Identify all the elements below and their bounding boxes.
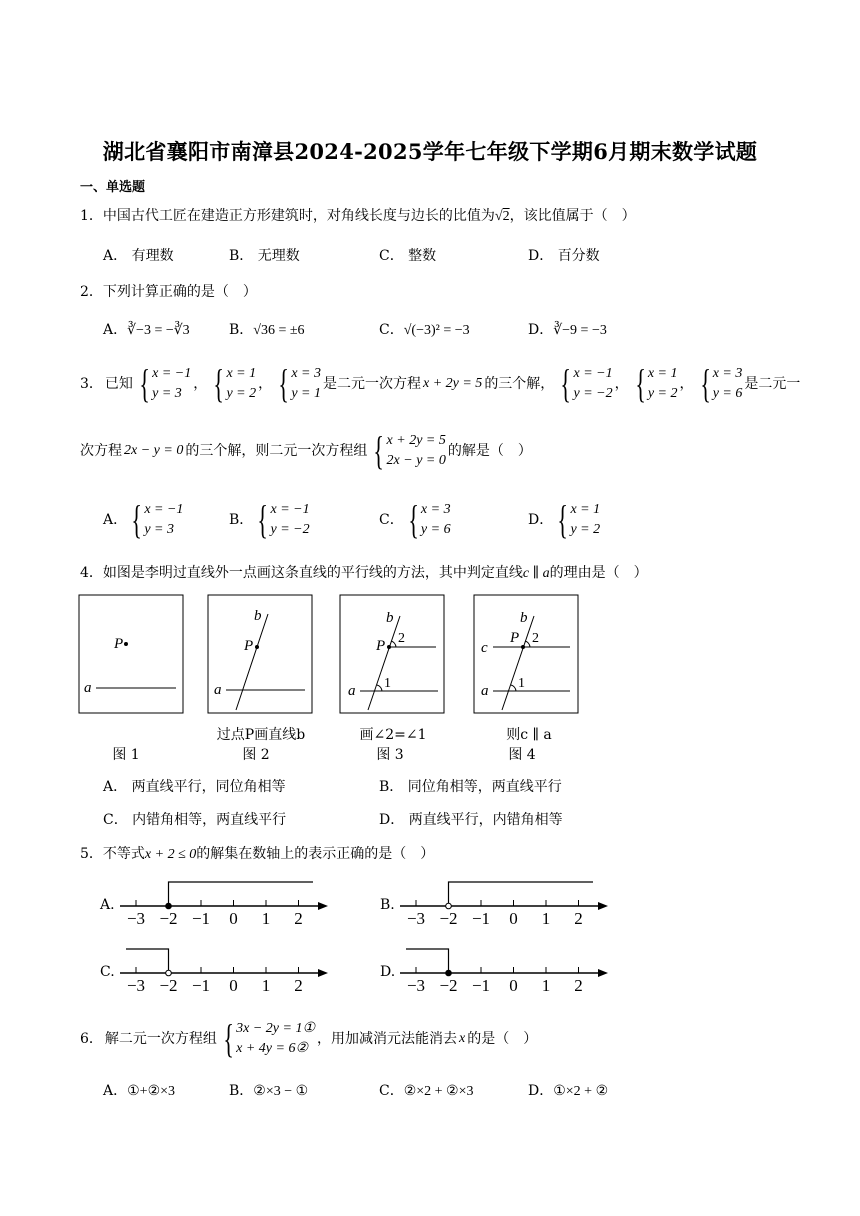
tick-label: 0 xyxy=(509,976,518,995)
option-d[interactable]: D． 百分数 xyxy=(528,248,600,264)
option-c[interactable]: C． 内错角相等，两直线平行 xyxy=(103,812,287,828)
option-b[interactable]: B． { x = −1 y = −2 xyxy=(229,497,310,542)
number-line-c[interactable] xyxy=(118,941,333,997)
label-a: a xyxy=(481,683,489,699)
tick-label: 2 xyxy=(294,976,303,995)
sqrt-expression: √2 xyxy=(494,209,510,224)
label-angle-2: 2 xyxy=(532,631,539,646)
option-a[interactable]: A． 两直线平行，同位角相等 xyxy=(103,779,286,795)
label-P: P xyxy=(376,638,386,654)
tick-label: 1 xyxy=(261,909,271,928)
tick-label: 1 xyxy=(541,909,551,928)
option-c[interactable]: C． 整数 xyxy=(379,248,437,264)
question-4: 4．如图是李明过直线外一点画这条直线的平行线的方法，其中判定直线c ∥ a的理由是（ ） xyxy=(80,565,648,581)
label-P: P xyxy=(244,638,254,654)
hollow-point xyxy=(166,970,172,976)
tick-label: −2 xyxy=(159,976,178,995)
axis-arrow xyxy=(318,969,328,977)
option-d[interactable]: D． { x = 1 y = 2 xyxy=(528,497,601,542)
figure-subcaption: 画∠2=∠1 xyxy=(359,727,427,743)
solution-ray xyxy=(169,882,314,906)
tick-label: −2 xyxy=(159,909,178,928)
angle-1-arc xyxy=(377,685,382,691)
label-P: P xyxy=(510,630,520,646)
tick-label: 0 xyxy=(229,909,238,928)
tick-label: −3 xyxy=(126,976,146,995)
figure-subcaption: 过点P画直线b xyxy=(216,727,306,743)
question-3: 3． 已知 { x = −1 y = 3 ， { x = 1 y = 2 ， { x = 3 y = 1 是二元一次方程 x + 2y = 5 的三个解， { x = −1 y = −2 ， { x = 1 y = 2 ， { x = 3 y = 6 是二元一 xyxy=(80,361,801,406)
tick-label: 0 xyxy=(229,976,238,995)
option-b[interactable]: B． 同位角相等，两直线平行 xyxy=(379,779,562,795)
question-text: 下列计算正确的是（ ） xyxy=(102,284,257,300)
tick-label: −3 xyxy=(406,909,426,928)
tick-label: −2 xyxy=(439,976,458,995)
tick-label: 2 xyxy=(574,909,583,928)
figure-3 xyxy=(340,595,444,713)
axis-arrow xyxy=(598,902,608,910)
label-c: c xyxy=(481,640,488,656)
axis-arrow xyxy=(598,969,608,977)
tick-label: −3 xyxy=(406,976,426,995)
question-3-line-2: 次方程 2x − y = 0 的三个解，则二元一次方程组 { x + 2y = 5 2x − y = 0 的解是（ ） xyxy=(80,428,532,473)
solution-system: { x = 1 y = 2 xyxy=(213,361,257,406)
solution-system: { x = −1 y = −2 xyxy=(560,361,613,406)
figure-caption: 图 3 xyxy=(376,747,404,763)
tick-label: 1 xyxy=(261,976,271,995)
option-c[interactable]: C．√(−3)² = −3 xyxy=(379,322,470,338)
axis-arrow xyxy=(318,902,328,910)
figure-caption: 图 4 xyxy=(508,747,536,763)
option-b[interactable]: B．√36 = ±6 xyxy=(229,322,305,338)
angle-2-arc xyxy=(391,641,396,647)
line-b xyxy=(236,614,268,710)
solution-system: { x = −1 y = 3 xyxy=(139,361,192,406)
figure-subcaption: 则c ∥ a xyxy=(506,727,552,743)
solution-ray xyxy=(126,949,169,973)
label-a: a xyxy=(84,680,92,696)
question-number: 1． xyxy=(80,208,103,224)
point-P xyxy=(124,642,128,646)
option-b-label[interactable]: B. xyxy=(380,897,395,913)
tick-label: −2 xyxy=(439,909,458,928)
tick-label: 1 xyxy=(541,976,551,995)
label-b: b xyxy=(520,610,528,626)
option-a[interactable]: A．①+②×3 xyxy=(103,1083,176,1099)
question-5: 5．不等式x + 2 ≤ 0的解集在数轴上的表示正确的是（ ） xyxy=(80,846,435,862)
option-b[interactable]: B．②×3 − ① xyxy=(229,1083,309,1099)
figure-caption: 图 2 xyxy=(242,747,270,763)
label-angle-1: 1 xyxy=(518,676,525,691)
tick-label: −1 xyxy=(471,976,491,995)
equation-system: { x + 2y = 5 2x − y = 0 xyxy=(373,428,446,473)
option-c[interactable]: C． { x = 3 y = 6 xyxy=(379,497,451,542)
solution-ray xyxy=(406,949,449,973)
number-line-d[interactable] xyxy=(398,941,613,997)
tick-label: −1 xyxy=(191,976,211,995)
option-d[interactable]: D． 两直线平行，内错角相等 xyxy=(379,812,563,828)
line-b xyxy=(368,616,400,710)
option-a[interactable]: A． 有理数 xyxy=(103,248,174,264)
question-1 xyxy=(80,207,636,226)
solution-system: { x = 3 y = 1 xyxy=(278,361,321,406)
option-a[interactable]: A． { x = −1 y = 3 xyxy=(103,497,184,542)
option-a[interactable]: A．∛−3 = −∛3 xyxy=(103,322,190,338)
option-d-label[interactable]: D. xyxy=(380,964,396,980)
option-c-label[interactable]: C. xyxy=(100,964,115,980)
tick-label: 0 xyxy=(509,909,518,928)
solid-point xyxy=(166,903,172,909)
label-a: a xyxy=(214,682,222,698)
question-text: 中国古代工匠在建造正方形建筑时，对角线长度与边长的比值为 xyxy=(102,208,495,224)
section-heading: 一、单选题 xyxy=(80,180,146,195)
tick-label: −1 xyxy=(191,909,211,928)
question-6: 6． 解二元一次方程组 { 3x − 2y = 1① x + 4y = 6② ，用加减消元法能消去 x 的是（ ） xyxy=(80,1016,538,1061)
equation-system: { 3x − 2y = 1① x + 4y = 6② xyxy=(223,1016,315,1061)
solution-ray xyxy=(449,882,594,906)
option-c[interactable]: C．②×2 + ②×3 xyxy=(379,1083,474,1099)
tick-label: 2 xyxy=(294,909,303,928)
label-P: P xyxy=(114,636,124,652)
question-2: 2．下列计算正确的是（ ） xyxy=(80,284,257,300)
option-a-label[interactable]: A. xyxy=(100,897,115,913)
label-b: b xyxy=(386,610,394,626)
solid-point xyxy=(446,970,452,976)
angle-1-arc xyxy=(511,685,516,691)
solution-system: { x = 1 y = 2 xyxy=(634,361,678,406)
option-b[interactable]: B． 无理数 xyxy=(229,248,300,264)
tick-label: −1 xyxy=(471,909,491,928)
point-P xyxy=(255,645,259,649)
hollow-point xyxy=(446,903,452,909)
figure-caption: 图 1 xyxy=(112,747,140,763)
question-text-tail: ，该比值属于（ ） xyxy=(509,208,636,224)
number-line-a[interactable] xyxy=(118,874,333,930)
label-a: a xyxy=(348,683,356,699)
option-d[interactable]: D．∛−9 = −3 xyxy=(528,322,607,338)
solution-system: { x = 3 y = 6 xyxy=(699,361,743,406)
option-d[interactable]: D．①×2 + ② xyxy=(528,1083,609,1099)
tick-label: 2 xyxy=(574,976,583,995)
label-angle-1: 1 xyxy=(384,676,391,691)
label-b: b xyxy=(254,608,262,624)
number-line-b[interactable] xyxy=(398,874,613,930)
figure-1 xyxy=(79,595,183,713)
angle-2-arc xyxy=(525,641,530,647)
figure-4 xyxy=(474,595,578,713)
label-angle-2: 2 xyxy=(398,631,405,646)
page-title: 湖北省襄阳市南漳县2024-2025学年七年级下学期6月期末数学试题 xyxy=(102,139,758,164)
tick-label: −3 xyxy=(126,909,146,928)
figure-2 xyxy=(208,595,312,713)
